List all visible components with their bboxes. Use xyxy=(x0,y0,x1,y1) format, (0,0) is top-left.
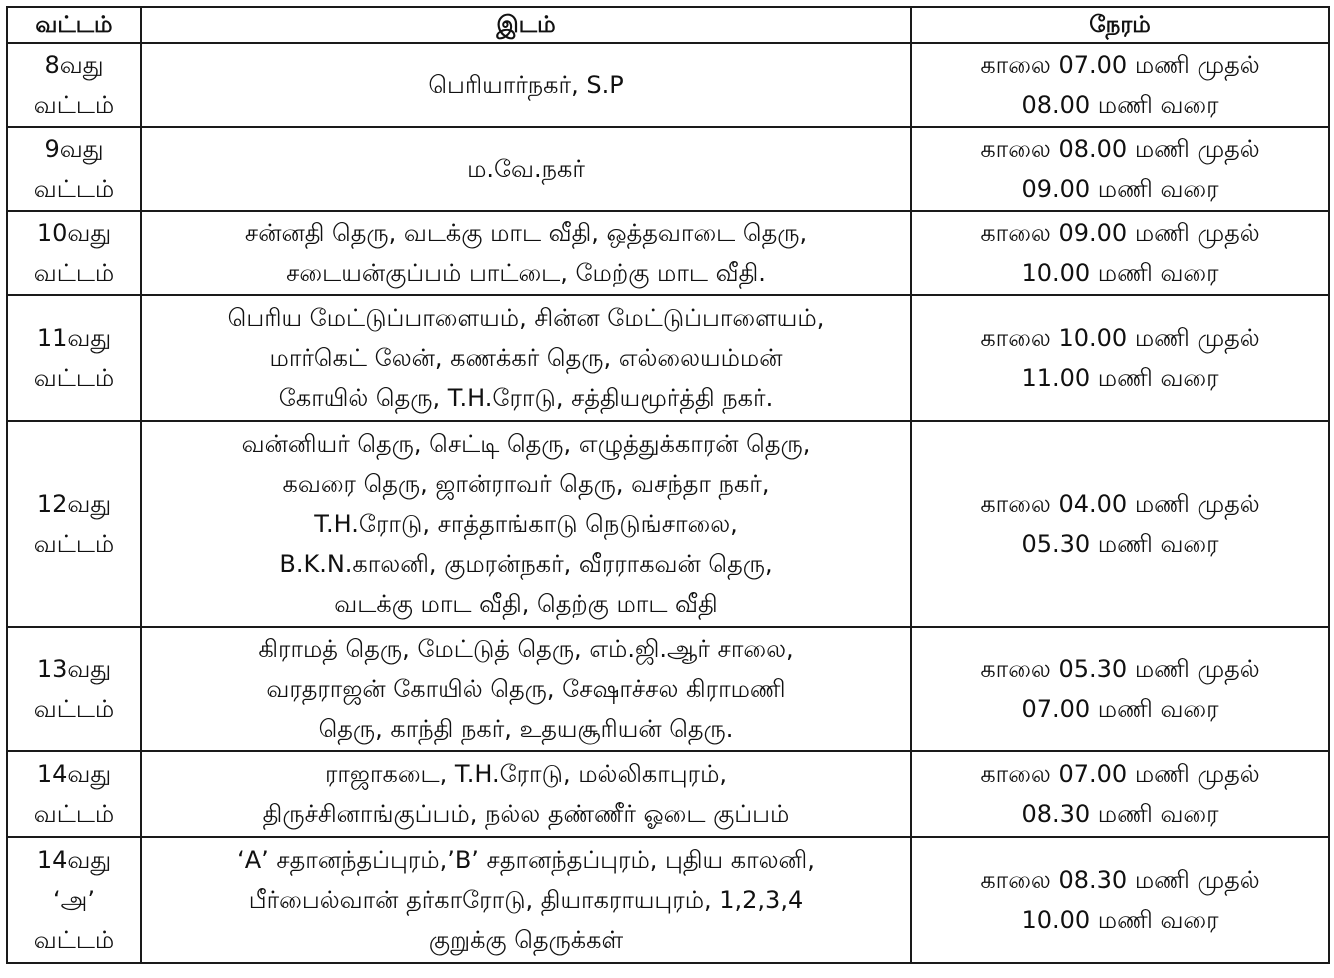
table-row xyxy=(7,295,1329,421)
ward-cell xyxy=(7,211,141,295)
header-row xyxy=(7,7,1329,43)
time-line: 09.00 மணி வரை xyxy=(1021,175,1219,203)
time-line: 11.00 மணி வரை xyxy=(1021,364,1219,392)
place-line: சடையன்குப்பம் பாட்டை, மேற்கு மாட வீதி. xyxy=(286,259,766,287)
table-row xyxy=(7,751,1329,837)
ward-cell xyxy=(7,751,141,837)
time-cell xyxy=(911,421,1329,627)
place-line: திருச்சினாங்குப்பம், நல்ல தண்ணீர் ஓடை குப்பம் xyxy=(262,800,790,828)
time-line: காலை 07.00 மணி முதல் xyxy=(980,51,1260,79)
place-line: B.K.N.காலனி, குமரன்நகர், வீரராகவன் தெரு, xyxy=(279,550,773,578)
ward-cell xyxy=(7,127,141,211)
table-row xyxy=(7,43,1329,127)
header-time: நேரம் xyxy=(911,7,1329,43)
header-place: இடம் xyxy=(141,7,911,43)
ward-line: 14வது xyxy=(36,760,112,788)
place-line: வரதராஜன் கோயில் தெரு, சேஷாச்சல கிராமணி xyxy=(266,675,786,703)
time-line: காலை 07.00 மணி முதல் xyxy=(980,760,1260,788)
time-line: காலை 09.00 மணி முதல் xyxy=(980,219,1260,247)
place-line: தெரு, காந்தி நகர், உதயசூரியன் தெரு. xyxy=(318,715,734,743)
ward-line: வட்டம் xyxy=(33,530,115,558)
place-line: வடக்கு மாட வீதி, தெற்கு மாட வீதி xyxy=(334,590,718,618)
table-row xyxy=(7,211,1329,295)
place-line: பெரியார்நகர், S.P xyxy=(428,71,624,99)
place-line: பெரிய மேட்டுப்பாளையம், சின்ன மேட்டுப்பாளையம், xyxy=(227,304,825,332)
header-ward: வட்டம் xyxy=(7,7,141,43)
time-line: 05.30 மணி வரை xyxy=(1021,530,1219,558)
table-row xyxy=(7,837,1329,963)
time-cell xyxy=(911,751,1329,837)
ward-line: வட்டம் xyxy=(33,695,115,723)
place-cell xyxy=(141,751,911,837)
ward-line: வட்டம் xyxy=(33,259,115,287)
ward-line: 13வது xyxy=(36,655,112,683)
place-cell xyxy=(141,837,911,963)
place-cell xyxy=(141,421,911,627)
ward-line: ‘அ’ xyxy=(53,886,95,914)
time-line: காலை 08.00 மணி முதல் xyxy=(980,135,1260,163)
ward-cell xyxy=(7,295,141,421)
time-line: 10.00 மணி வரை xyxy=(1021,906,1219,934)
place-line: மார்கெட் லேன், கணக்கர் தெரு, எல்லையம்மன் xyxy=(269,344,783,372)
ward-line: வட்டம் xyxy=(33,800,115,828)
place-cell xyxy=(141,127,911,211)
place-cell xyxy=(141,627,911,751)
place-line: கவரை தெரு, ஜான்ராவர் தெரு, வசந்தா நகர், xyxy=(282,470,770,498)
place-cell xyxy=(141,43,911,127)
place-line: ம.வே.நகர் xyxy=(467,155,585,183)
place-line: வன்னியர் தெரு, செட்டி தெரு, எழுத்துக்காரன் தெரு, xyxy=(241,430,811,458)
ward-line: வட்டம் xyxy=(33,926,115,954)
place-cell xyxy=(141,211,911,295)
time-line: 08.30 மணி வரை xyxy=(1021,800,1219,828)
ward-line: 10வது xyxy=(36,219,112,247)
ward-line: 14வது xyxy=(36,846,112,874)
ward-cell xyxy=(7,837,141,963)
time-cell xyxy=(911,43,1329,127)
time-line: காலை 04.00 மணி முதல் xyxy=(980,490,1260,518)
ward-line: வட்டம் xyxy=(33,364,115,392)
ward-cell xyxy=(7,43,141,127)
time-cell xyxy=(911,627,1329,751)
place-line: சன்னதி தெரு, வடக்கு மாட வீதி, ஒத்தவாடை தெரு, xyxy=(244,219,808,247)
place-line: குறுக்கு தெருக்கள் xyxy=(428,926,624,954)
time-line: காலை 08.30 மணி முதல் xyxy=(980,866,1260,894)
time-line: 10.00 மணி வரை xyxy=(1021,259,1219,287)
ward-line: 9வது xyxy=(44,135,104,163)
place-line: ராஜாகடை, T.H.ரோடு, மல்லிகாபுரம், xyxy=(324,760,728,788)
place-line: கோயில் தெரு, T.H.ரோடு, சத்தியமூர்த்தி நகர். xyxy=(278,384,774,412)
ward-cell xyxy=(7,627,141,751)
time-cell xyxy=(911,295,1329,421)
place-line: ‘A’ சதானந்தப்புரம்,’B’ சதானந்தப்புரம், புதிய காலனி, xyxy=(237,846,815,874)
table-row xyxy=(7,627,1329,751)
time-line: காலை 05.30 மணி முதல் xyxy=(980,655,1260,683)
ward-line: வட்டம் xyxy=(33,175,115,203)
time-line: 07.00 மணி வரை xyxy=(1021,695,1219,723)
time-cell xyxy=(911,837,1329,963)
ward-schedule-table xyxy=(6,6,1330,964)
table-row xyxy=(7,127,1329,211)
place-cell xyxy=(141,295,911,421)
ward-line: 12வது xyxy=(36,490,112,518)
time-cell xyxy=(911,127,1329,211)
table-row xyxy=(7,421,1329,627)
ward-cell xyxy=(7,421,141,627)
time-line: காலை 10.00 மணி முதல் xyxy=(980,324,1260,352)
ward-line: 11வது xyxy=(36,324,112,352)
ward-line: 8வது xyxy=(44,51,104,79)
time-cell xyxy=(911,211,1329,295)
place-line: T.H.ரோடு, சாத்தாங்காடு நெடுங்சாலை, xyxy=(314,510,738,538)
place-line: கிராமத் தெரு, மேட்டுத் தெரு, எம்.ஜி.ஆர் சாலை, xyxy=(258,635,794,663)
time-line: 08.00 மணி வரை xyxy=(1021,91,1219,119)
place-line: பீர்பைல்வான் தர்காரோடு, தியாகராயபுரம், 1,2,3,4 xyxy=(248,886,804,914)
ward-line: வட்டம் xyxy=(33,91,115,119)
